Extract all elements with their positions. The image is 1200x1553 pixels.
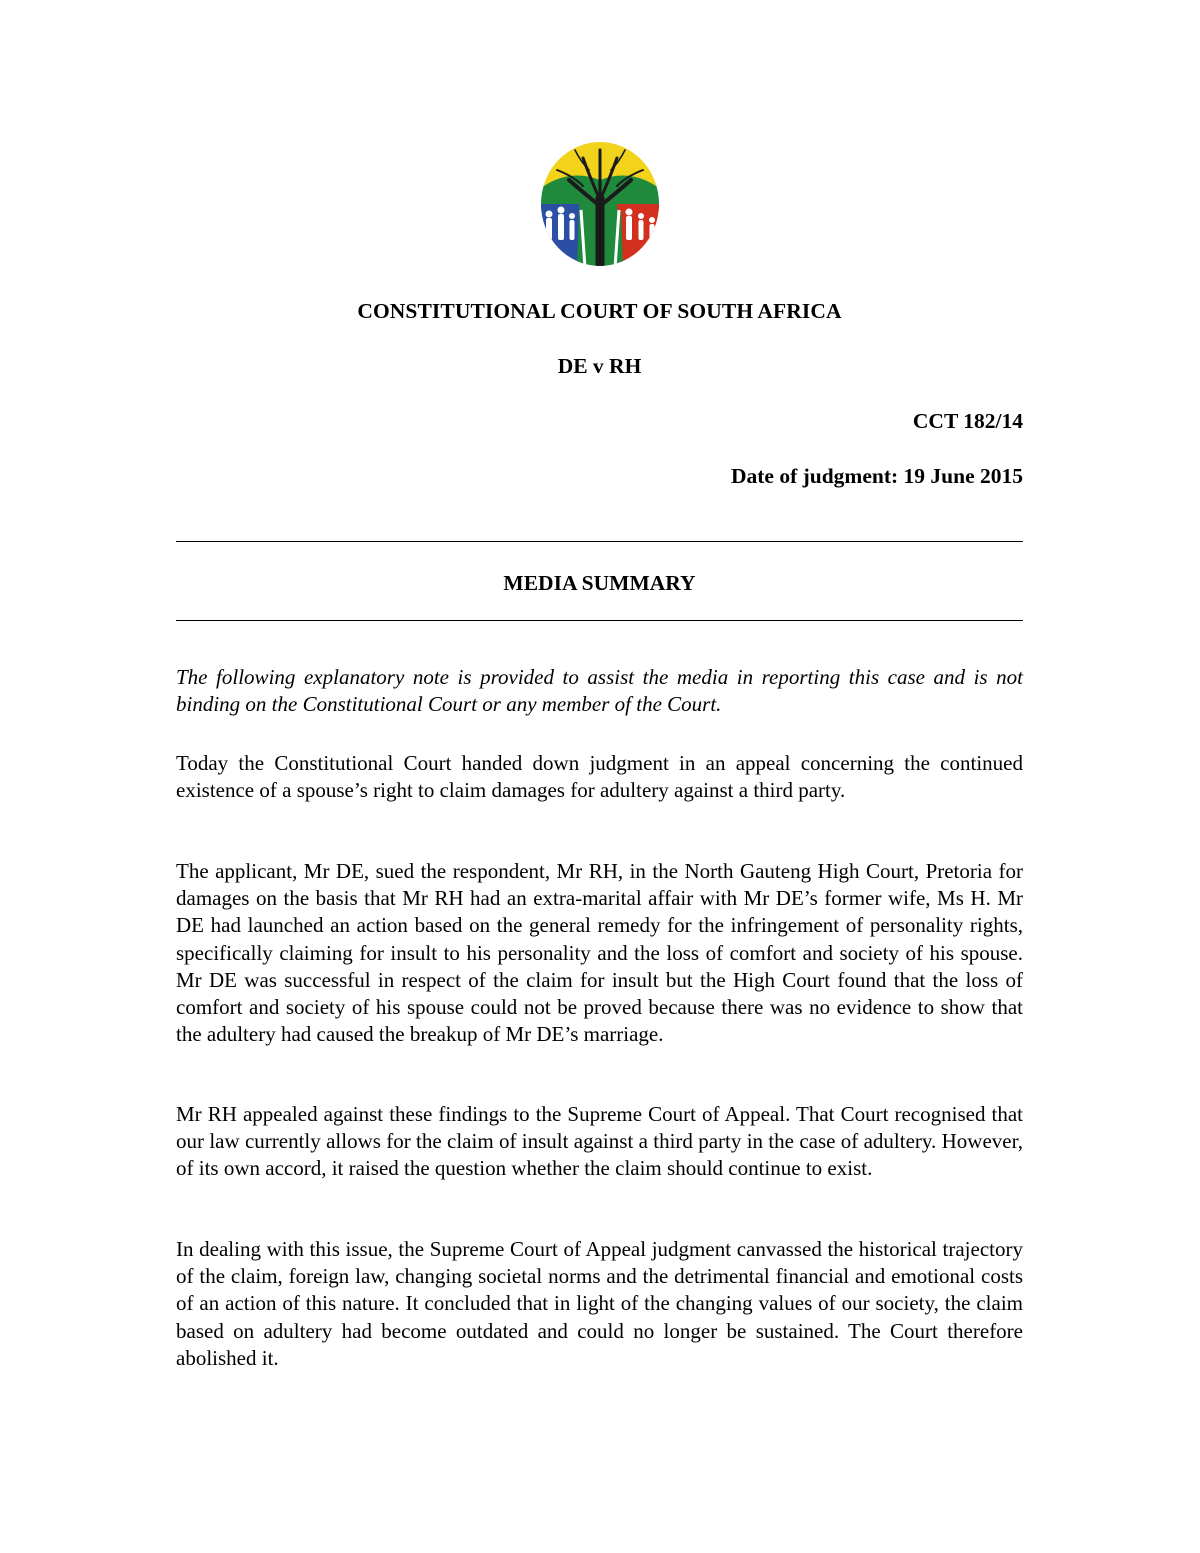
court-name: CONSTITUTIONAL COURT OF SOUTH AFRICA: [357, 299, 842, 323]
case-number: CCT 182/14: [912, 409, 1023, 433]
divider-bottom: [176, 620, 1023, 621]
paragraph: The applicant, Mr DE, sued the respondent, Mr RH, in the North Gauteng High Court, Pretoria for damages on the basis that Mr RH had an extra-marital affair with Mr DE’s former wife, Ms H. Mr DE had launched an action based on the general remedy for the infringement of personality rights, specifically claiming for insult to his personality and the loss of comfort and society of his spouse. Mr DE was successful in respect of the claim for insult but the High Court found that the loss of comfort and society of his spouse could not be proved because there was no evidence to show that the adultery had caused the breakup of Mr DE’s marriage.: [176, 859, 1023, 1047]
media-summary-heading: MEDIA SUMMARY: [503, 571, 696, 595]
case-name: DE v RH: [557, 354, 642, 378]
document-page: [176, 0, 1023, 1553]
paragraph: Today the Constitutional Court handed down judgment in an appeal concerning the continued existence of a spouse’s right to claim damages for adultery against a third party.: [176, 751, 1023, 803]
constitutional-court-logo: [539, 140, 661, 268]
paragraph: In dealing with this issue, the Supreme Court of Appeal judgment canvassed the historical trajectory of the claim, foreign law, changing societal norms and the detrimental financial and emotional costs of an action of this nature. It concluded that in light of the changing values of our society, the claim based on adultery had become outdated and could no longer be sustained. The Court therefore abolished it.: [176, 1237, 1023, 1370]
paragraph: Mr RH appealed against these findings to the Supreme Court of Appeal. That Court recognised that our law currently allows for the claim of insult against a third party in the case of adultery. However, of its own accord, it raised the question whether the claim should continue to exist.: [176, 1102, 1023, 1181]
explanatory-note: The following explanatory note is provided to assist the media in reporting this case and is not binding on the Constitutional Court or any member of the Court.: [176, 665, 1023, 717]
judgment-date: Date of judgment: 19 June 2015: [730, 464, 1023, 488]
divider-top: [176, 541, 1023, 542]
